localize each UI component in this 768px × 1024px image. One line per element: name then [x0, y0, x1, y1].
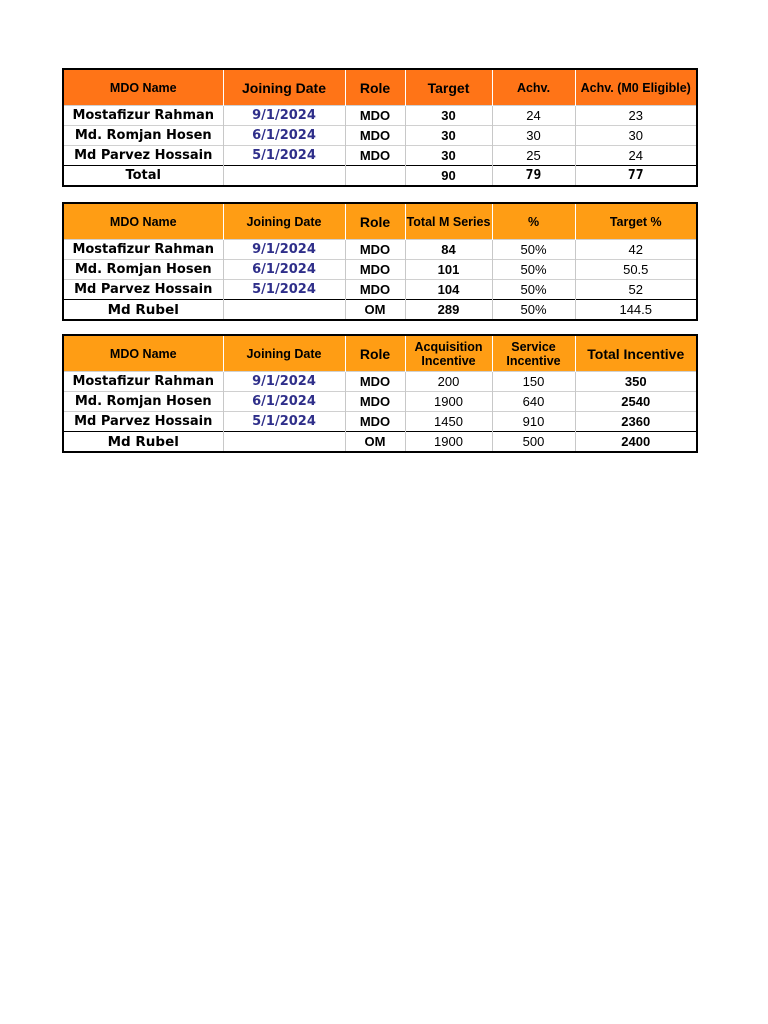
cell-target-percent: 52 — [575, 280, 697, 300]
cell-total-m-series: 101 — [405, 260, 492, 280]
cell-role: MDO — [345, 392, 405, 412]
col-header-mdo-name: MDO Name — [63, 69, 223, 106]
cell-joining-date: 9/1/2024 — [223, 240, 345, 260]
cell-mdo-name: Mostafizur Rahman — [63, 240, 223, 260]
table-row — [63, 300, 697, 321]
col-header-percent: % — [492, 203, 575, 240]
cell-total-m-series: 104 — [405, 280, 492, 300]
col-header-achv-m0-eligible: Achv. (M0 Eligible) — [575, 69, 697, 106]
col-header-service-incentive: Service Incentive — [492, 335, 575, 372]
col-header-role: Role — [345, 69, 405, 106]
table-row — [63, 260, 697, 280]
cell-role: MDO — [345, 240, 405, 260]
cell-joining-date: 6/1/2024 — [223, 260, 345, 280]
cell-target: 30 — [405, 126, 492, 146]
cell-joining-date: 9/1/2024 — [223, 106, 345, 126]
cell-mdo-name: Md Parvez Hossain — [63, 146, 223, 166]
cell-mdo-name: Md Rubel — [63, 432, 223, 453]
table-header-row — [63, 335, 697, 372]
cell-achv-m0: 30 — [575, 126, 697, 146]
table-row — [63, 126, 697, 146]
cell-role: MDO — [345, 126, 405, 146]
cell-joining-date: 5/1/2024 — [223, 280, 345, 300]
cell-joining-date: 9/1/2024 — [223, 372, 345, 392]
cell-total-m-series: 289 — [405, 300, 492, 321]
total-label: Total — [63, 166, 223, 187]
cell-acquisition-incentive: 1900 — [405, 432, 492, 453]
m-series-table — [62, 202, 698, 321]
total-achv-m0: 77 — [575, 166, 697, 187]
cell-target: 30 — [405, 106, 492, 126]
cell-role: MDO — [345, 260, 405, 280]
cell-mdo-name: Md Rubel — [63, 300, 223, 321]
col-header-mdo-name: MDO Name — [63, 203, 223, 240]
cell-role: MDO — [345, 280, 405, 300]
cell-role: MDO — [345, 106, 405, 126]
cell-role: MDO — [345, 372, 405, 392]
cell-service-incentive: 640 — [492, 392, 575, 412]
cell-percent: 50% — [492, 300, 575, 321]
cell-mdo-name: Mostafizur Rahman — [63, 106, 223, 126]
cell-target-percent: 50.5 — [575, 260, 697, 280]
cell-joining-date — [223, 432, 345, 453]
cell-mdo-name: Md Parvez Hossain — [63, 280, 223, 300]
col-header-target: Target — [405, 69, 492, 106]
cell-mdo-name: Md Parvez Hossain — [63, 412, 223, 432]
cell-service-incentive: 150 — [492, 372, 575, 392]
cell-target-percent: 42 — [575, 240, 697, 260]
col-header-target-percent: Target % — [575, 203, 697, 240]
total-empty-role — [345, 166, 405, 187]
total-achv: 79 — [492, 166, 575, 187]
achievement-table — [62, 68, 698, 187]
cell-mdo-name: Mostafizur Rahman — [63, 372, 223, 392]
table-row — [63, 412, 697, 432]
table-header-row — [63, 69, 697, 106]
total-row — [63, 166, 697, 187]
cell-service-incentive: 500 — [492, 432, 575, 453]
cell-percent: 50% — [492, 280, 575, 300]
table-row — [63, 106, 697, 126]
cell-role: MDO — [345, 146, 405, 166]
incentive-table — [62, 334, 698, 453]
cell-total-incentive: 2360 — [575, 412, 697, 432]
col-header-joining-date: Joining Date — [223, 69, 345, 106]
cell-acquisition-incentive: 1900 — [405, 392, 492, 412]
cell-role: MDO — [345, 412, 405, 432]
cell-role: OM — [345, 432, 405, 453]
col-header-role: Role — [345, 203, 405, 240]
cell-percent: 50% — [492, 260, 575, 280]
cell-joining-date — [223, 300, 345, 321]
cell-achv-m0: 24 — [575, 146, 697, 166]
cell-mdo-name: Md. Romjan Hosen — [63, 126, 223, 146]
cell-target: 30 — [405, 146, 492, 166]
table-row — [63, 240, 697, 260]
cell-mdo-name: Md. Romjan Hosen — [63, 392, 223, 412]
table-row — [63, 372, 697, 392]
cell-achv: 24 — [492, 106, 575, 126]
cell-joining-date: 6/1/2024 — [223, 392, 345, 412]
table-row — [63, 146, 697, 166]
table-row — [63, 432, 697, 453]
cell-joining-date: 6/1/2024 — [223, 126, 345, 146]
cell-total-incentive: 2400 — [575, 432, 697, 453]
table-row — [63, 392, 697, 412]
cell-mdo-name: Md. Romjan Hosen — [63, 260, 223, 280]
col-header-acquisition-incentive: Acquisition Incentive — [405, 335, 492, 372]
table-header-row — [63, 203, 697, 240]
cell-achv: 30 — [492, 126, 575, 146]
cell-total-incentive: 350 — [575, 372, 697, 392]
cell-service-incentive: 910 — [492, 412, 575, 432]
cell-joining-date: 5/1/2024 — [223, 146, 345, 166]
total-empty-date — [223, 166, 345, 187]
cell-achv-m0: 23 — [575, 106, 697, 126]
cell-total-m-series: 84 — [405, 240, 492, 260]
table-row — [63, 280, 697, 300]
cell-acquisition-incentive: 200 — [405, 372, 492, 392]
col-header-joining-date: Joining Date — [223, 335, 345, 372]
cell-achv: 25 — [492, 146, 575, 166]
cell-target-percent: 144.5 — [575, 300, 697, 321]
col-header-mdo-name: MDO Name — [63, 335, 223, 372]
col-header-joining-date: Joining Date — [223, 203, 345, 240]
cell-role: OM — [345, 300, 405, 321]
cell-acquisition-incentive: 1450 — [405, 412, 492, 432]
col-header-role: Role — [345, 335, 405, 372]
col-header-achv: Achv. — [492, 69, 575, 106]
col-header-total-incentive: Total Incentive — [575, 335, 697, 372]
total-target: 90 — [405, 166, 492, 187]
cell-percent: 50% — [492, 240, 575, 260]
cell-total-incentive: 2540 — [575, 392, 697, 412]
col-header-total-m-series: Total M Series — [405, 203, 492, 240]
cell-joining-date: 5/1/2024 — [223, 412, 345, 432]
